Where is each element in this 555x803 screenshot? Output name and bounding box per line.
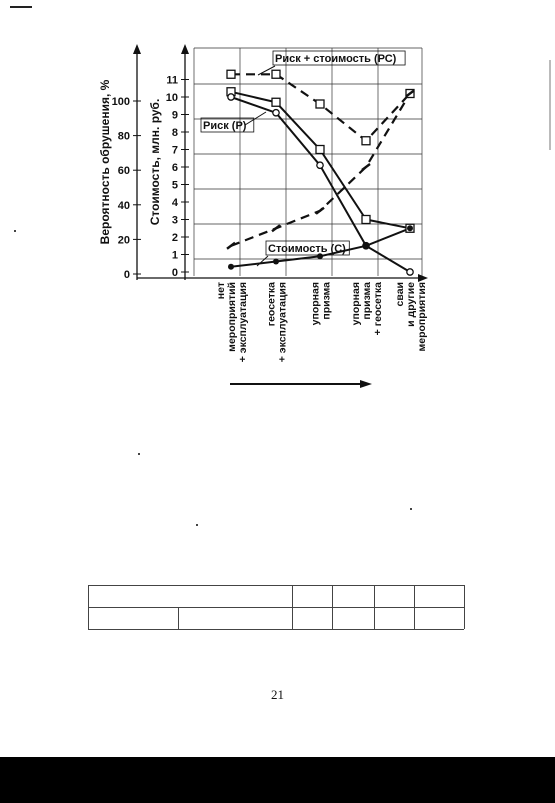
square-marker [272, 98, 280, 106]
right-tick-label: 4 [171, 197, 178, 209]
x-category-label: геосетка [265, 282, 278, 327]
x-axis-arrow [418, 274, 428, 282]
square-marker [316, 146, 324, 154]
x-category-label: сваи [394, 282, 406, 307]
circle-marker [317, 162, 323, 168]
x-category-label: + геосетка [372, 282, 384, 336]
series-label: Риск + стоимость (РС) [275, 53, 397, 65]
scan-speck [410, 508, 412, 510]
x-category-label: упорная [309, 282, 322, 326]
series-label: Стоимость (С) [268, 243, 346, 255]
right-tick-label: 10 [165, 92, 178, 104]
chart-grid [194, 48, 422, 276]
circle-marker [228, 94, 234, 100]
x-category-label: + эксплуатация [276, 282, 289, 363]
series-label: Риск (Р) [203, 120, 247, 132]
dot-marker [407, 225, 413, 231]
right-tick-label: 2 [171, 232, 178, 244]
left-tick-label: 0 [123, 269, 130, 281]
left-tick-label: 60 [117, 165, 130, 178]
cross-marker [362, 164, 370, 170]
x-category-labels [215, 282, 428, 362]
x-category-label: нет [215, 282, 227, 300]
dot-marker [363, 243, 369, 249]
circle-marker [273, 110, 279, 116]
square-marker [227, 70, 235, 78]
x-category-label: мероприятия [416, 282, 428, 352]
right-axis-label: Стоимость, млн. руб. [148, 98, 162, 226]
square-marker [362, 216, 370, 224]
square-marker [272, 70, 280, 78]
right-axis-arrow [181, 44, 189, 54]
x-category-label: + эксплуатация [237, 282, 249, 363]
x-category-label: и другие [405, 282, 417, 327]
left-tick-label: 100 [111, 96, 130, 108]
scan-bottom-band [0, 757, 555, 803]
left-axis-label: Вероятность обрушения, % [98, 79, 112, 245]
square-marker [316, 100, 324, 108]
right-tick-label: 1 [171, 249, 178, 262]
right-tick-label: 7 [171, 144, 178, 157]
left-tick-label: 40 [117, 199, 130, 212]
right-tick-label: 8 [171, 127, 178, 139]
series-line-2 [231, 92, 410, 229]
page-number: 21 [271, 687, 284, 702]
dot-marker [228, 264, 234, 270]
x-category-label: призма [361, 282, 373, 320]
square-marker [362, 137, 370, 145]
series-label-leader [245, 112, 266, 125]
right-tick-label: 6 [171, 162, 178, 174]
left-axis-arrow [133, 44, 141, 54]
right-tick-label: 0 [171, 267, 178, 279]
right-tick-label: 5 [171, 179, 178, 192]
right-tick-label: 9 [171, 109, 178, 122]
x-category-label: упорная [350, 282, 362, 326]
x-category-label: призма [320, 282, 333, 320]
dot-marker [273, 259, 279, 265]
circle-marker [407, 269, 413, 275]
direction-arrow [230, 380, 372, 388]
left-tick-label: 20 [117, 234, 130, 247]
left-tick-label: 80 [117, 130, 130, 143]
x-category-label: мероприятий [226, 282, 238, 352]
right-tick-label: 3 [171, 214, 178, 227]
right-tick-label: 11 [166, 74, 178, 87]
scan-speck [196, 524, 198, 526]
series-label-leader [257, 256, 268, 266]
scan-speck [138, 453, 140, 455]
series-labels [201, 51, 405, 266]
